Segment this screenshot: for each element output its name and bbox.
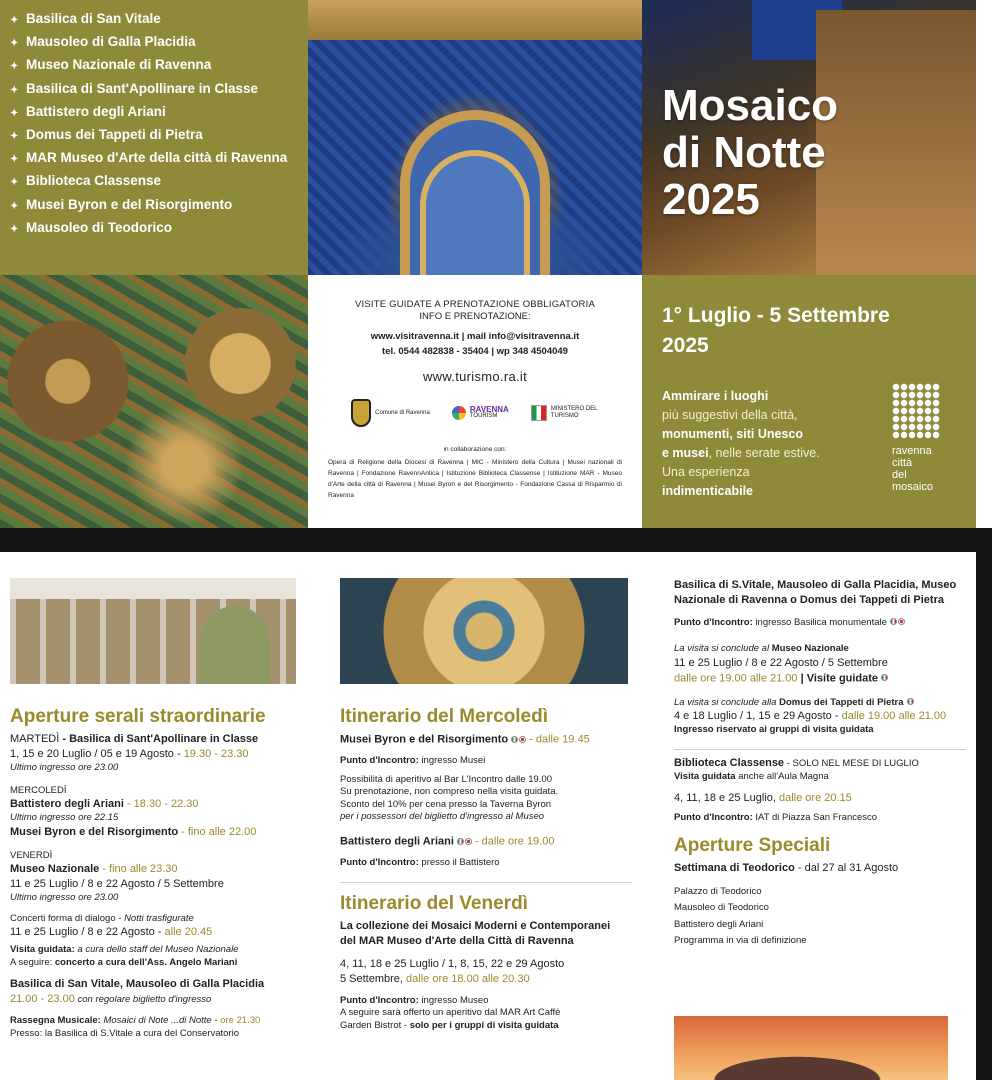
right-edge-bar bbox=[976, 552, 992, 1080]
english-language-icon bbox=[898, 618, 905, 625]
italian-language-icon bbox=[881, 674, 888, 681]
event-dates: 1° Luglio - 5 Settembre 2025 bbox=[662, 304, 890, 357]
baptistery-dome-photo bbox=[340, 578, 628, 684]
english-language-icon bbox=[465, 838, 472, 845]
comune-logo: Comune di Ravenna bbox=[351, 399, 430, 427]
brochure-back bbox=[0, 552, 992, 1080]
column-itineraries: Itinerario del Mercoledì Musei Byron e del Risorgimento - dalle 19.45 Punto d'Incontro: ingresso Musei Possibilità di aperitivo al Bar L'Incontro dalle 19.00 Su prenotazione, non compreso nella visita guidata. Sconto del 10% per cena presso la Taverna Byron per i possessori del biglietto d'ingresso al Museo Battistero degli Ariani - dalle ore 19.00 Punto d'Incontro: presso il Battistero Itinerario del Venerdì La collezione dei Mosaici Moderni e Contemporanei del MAR Museo d'Arte della Città di Ravenna 4, 11, 18 e 25 Luglio / 1, 8, 15, 22 e 29 Agosto 5 Settembre, dalle ore 18.00 alle 20.30 Punto d'Incontro: ingresso Museo A seguire sarà offerto un aperitivo dal MAR Art Caffè Garden Bistrot - solo per i gruppi di visita guidata bbox=[330, 552, 642, 1080]
title-photo-panel bbox=[642, 0, 976, 275]
booking-notice: VISITE GUIDATE A PRENOTAZIONE OBBLIGATORIA bbox=[355, 299, 595, 310]
site-item: ✦ Biblioteca Classense bbox=[10, 170, 298, 193]
ministero-logo: MINISTERO DEL TURISMO bbox=[531, 405, 599, 421]
site-item: ✦ MAR Museo d'Arte della città di Ravenna bbox=[10, 147, 298, 170]
collab-heading: in collaborazione con: bbox=[443, 446, 507, 453]
column-tours-and-specials: Basilica di S.Vitale, Mausoleo di Galla Placidia, Museo Nazionale di Ravenna o Domus dei Tappeti di Pietra Punto d'Incontro: ingresso Basilica monumentale La visita si conclude al Museo Nazionale 11 e 25 Luglio / 8 e 22 Agosto / 5 Settembre dalle ore 19.00 alle 21.00 | Visite guidate La visita si conclude alla Domus dei Tappeti di Pietra 4 e 18 Luglio / 1, 15 e 29 Agosto - dalle 19.00 alle 21.00 Ingresso riservato ai gruppi di visita guidata Biblioteca Classense - SOLO NEL MESE DI LUGLIO Visita guidata anche all'Aula Magna 4, 11, 18 e 25 Luglio, dalle ore 20.15 Punto d'Incontro: IAT di Piazza San Francesco Aperture Speciali Settimana di Teodorico - dal 27 al 31 Agosto Palazzo di Teodorico Mausoleo di Teodorico Battistero degli Ariani Programma in via di definizione bbox=[664, 552, 976, 1080]
site-item: ✦ Mausoleo di Galla Placidia bbox=[10, 31, 298, 54]
booking-info-panel bbox=[308, 275, 642, 528]
friday-itinerary-heading: Itinerario del Venerdì bbox=[340, 892, 528, 914]
mosaic-vault-photo bbox=[0, 275, 308, 528]
basilica-interior-photo bbox=[10, 578, 296, 684]
crest-icon bbox=[351, 399, 371, 427]
event-description: Ammirare i luoghi più suggestivi della città, monumenti, siti Unesco e musei, nelle serate estive. Una esperienza indimenticabile bbox=[662, 389, 820, 498]
site-item: ✦ Domus dei Tappeti di Pietra bbox=[10, 124, 298, 147]
info-label: INFO E PRENOTAZIONE: bbox=[419, 311, 531, 322]
sites-list-panel bbox=[0, 0, 308, 275]
site-item: ✦ Basilica di Sant'Apollinare in Classe bbox=[10, 78, 298, 101]
mosaic-dome-photo bbox=[308, 0, 642, 275]
dates-panel bbox=[642, 275, 976, 528]
partner-logos bbox=[308, 396, 642, 430]
site-item: ✦ Mausoleo di Teodorico bbox=[10, 217, 298, 240]
contacts-line-1[interactable]: www.visitravenna.it | mail info@visitravenna.it bbox=[370, 331, 580, 342]
mosaic-r-icon bbox=[892, 383, 940, 439]
brochure-front bbox=[0, 0, 976, 528]
tourism-url[interactable]: www.turismo.ra.it bbox=[422, 369, 528, 384]
wednesday-itinerary-heading: Itinerario del Mercoledì bbox=[340, 706, 548, 727]
italian-language-icon bbox=[511, 736, 518, 743]
evening-openings-heading: Aperture serali straordinarie bbox=[10, 706, 266, 727]
ravenna-tourism-logo: RAVENNA TOURISM bbox=[452, 406, 509, 420]
ravenna-city-logo: ravenna città del mosaico bbox=[892, 383, 952, 493]
italian-language-icon bbox=[907, 698, 914, 705]
italian-language-icon bbox=[890, 618, 897, 625]
site-item: ✦ Museo Nazionale di Ravenna bbox=[10, 54, 298, 77]
site-item: ✦ Musei Byron e del Risorgimento bbox=[10, 194, 298, 217]
sites-list bbox=[10, 8, 298, 240]
main-title: Mosaico di Notte 2025 bbox=[662, 81, 839, 224]
italy-flag-icon bbox=[531, 405, 547, 421]
italian-language-icon bbox=[457, 838, 464, 845]
mausoleum-sunset-photo bbox=[674, 1016, 948, 1080]
contacts-line-2[interactable]: tel. 0544 482838 - 35404 | wp 348 4504049 bbox=[382, 346, 568, 357]
section-divider bbox=[0, 528, 992, 552]
site-item: ✦ Battistero degli Ariani bbox=[10, 101, 298, 124]
tourism-mark-icon bbox=[452, 406, 466, 420]
special-openings-heading: Aperture Speciali bbox=[674, 834, 831, 856]
site-item: ✦ Basilica di San Vitale bbox=[10, 8, 298, 31]
column-evening-openings: Aperture serali straordinarie MARTEDÌ - Basilica di Sant'Apollinare in Classe 1, 15 e 20 Luglio / 05 e 19 Agosto - 19.30 - 23.30 Ultimo ingresso ore 23.00 MERCOLEDÌ Battistero degli Ariani - 18.30 - 22.30 Ultimo ingresso ore 22.15 Musei Byron e del Risorgimento - fino alle 22.00 VENERDÌ Museo Nazionale - fino alle 23.30 11 e 25 Luglio / 8 e 22 Agosto / 5 Settembre Ultimo ingresso ore 23.00 Concerti forma di dialogo - Notti trasfigurate 11 e 25 Luglio / 8 e 22 Agosto - alle 20.45 Visita guidata: a cura dello staff del Museo Nazionale A seguire: concerto a cura dell'Ass. Angelo Mariani Basilica di San Vitale, Mausoleo di Galla Placidia 21.00 - 23.00 con regolare biglietto d'ingresso Rassegna Musicale: Mosaici di Note ...di Notte - ore 21.30 Presso: la Basilica di S.Vitale a cura del Conservatorio bbox=[0, 552, 320, 1080]
collab-list: Opera di Religione della Diocesi di Ravenna | MIC - Ministero della Cultura | Musei nazionali di Ravenna | Fondazione RavennAntica | Istituzione Biblioteca Classense | Istituzione MAR - Museo d'Arte della città di Ravenna | Musei Byron e del Risorgimento - Fondazione Cassa di Risparmio di Ravenna bbox=[328, 459, 622, 499]
